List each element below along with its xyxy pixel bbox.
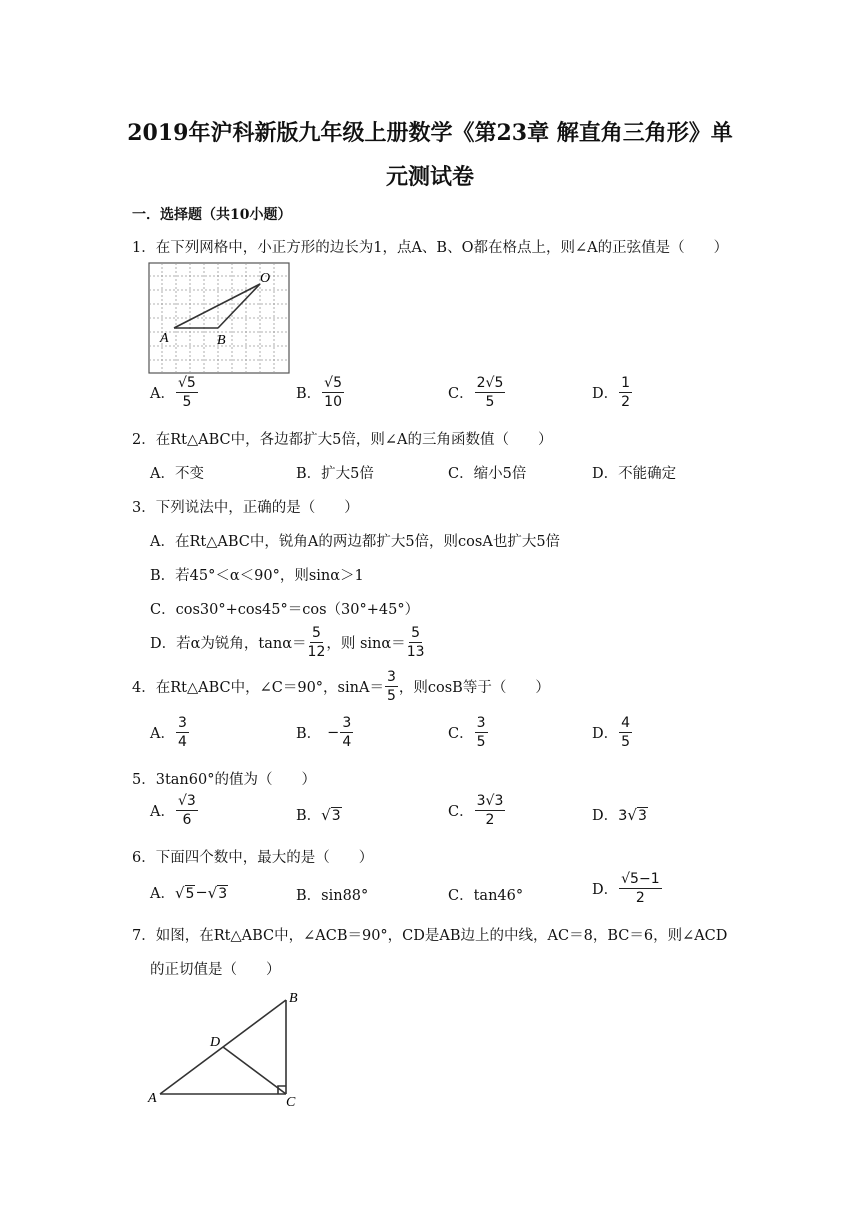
fraction: $\frac{2√5}{5}$ [476, 375, 504, 410]
doc-title-line2: 元测试卷 [385, 164, 474, 190]
q7-label-d: D [210, 1035, 221, 1050]
fraction: $\frac{√3}{6}$ [177, 793, 196, 828]
radical: 3 √ 3 [618, 805, 647, 824]
q3-stem: 3．下列说法中，正确的是（ ） [132, 500, 359, 516]
fraction: $\frac{3}{5}$ [386, 669, 396, 704]
q5-option-a[interactable]: A． $\frac{√3}{6}$ [150, 793, 196, 828]
q7-triangle-figure [146, 988, 310, 1110]
q2-stem: 2．在Rt△ABC中，各边都扩大5倍，则∠A的三角函数值（ ） [132, 432, 553, 448]
q7-stem-line1: 7．如图，在Rt△ABC中，∠ACB＝90°，CD是AB边上的中线，AC＝8，BC＝6，则∠ACD [132, 928, 728, 944]
fraction: $\frac{3√3}{2}$ [476, 793, 504, 828]
q5-option-d[interactable]: D． 3 √ 3 [592, 805, 647, 824]
q1-option-d[interactable]: D． $\frac{1}{2}$ [592, 375, 631, 410]
q2-option-b[interactable]: B．扩大5倍 [296, 466, 374, 482]
q6-option-a[interactable]: A． √ 5 − √ 3 [150, 883, 228, 902]
q5-option-c[interactable]: C． $\frac{3√3}{2}$ [448, 793, 504, 828]
q1-label-a: A [160, 331, 169, 346]
q2-option-c[interactable]: C．缩小5倍 [448, 466, 527, 482]
q5-option-b[interactable]: B． √ 3 [296, 805, 341, 824]
q2-option-d[interactable]: D．不能确定 [592, 466, 677, 482]
fraction: $\frac{√5-1}{2}$ [621, 871, 660, 906]
q6-option-c[interactable]: C．tan46° [448, 888, 524, 904]
q5-stem: 5．3tan60°的值为（ ） [132, 772, 316, 788]
q3-option-b[interactable]: B．若45°＜α＜90°，则sinα＞1 [150, 568, 364, 584]
q1-label-b: B [217, 333, 226, 348]
q7-stem-line2: 的正切值是（ ） [150, 962, 281, 978]
q1-label-o: O [260, 271, 271, 286]
q1-option-c[interactable]: C． $\frac{2√5}{5}$ [448, 375, 504, 410]
section-heading: 一．选择题（共10小题） [132, 207, 292, 223]
q1-grid-figure [148, 262, 290, 374]
q3-option-d[interactable]: D．若α为锐角，tanα＝ $\frac{5}{12}$ ，则 sinα＝ $\frac{5}{13}$ [150, 625, 425, 660]
fraction: $\frac{3}{4}$ [177, 715, 187, 750]
q4-stem: 4．在Rt△ABC中，∠C＝90°，sinA＝ $\frac{3}{5}$ ，则cosB等于（ ） [132, 669, 550, 704]
q7-label-b: B [289, 991, 298, 1006]
q6-option-d[interactable]: D． $\frac{√5-1}{2}$ [592, 871, 660, 906]
fraction: $\frac{√5}{10}$ [324, 375, 342, 410]
q1-option-b[interactable]: B． $\frac{√5}{10}$ [296, 375, 342, 410]
q3-option-a[interactable]: A．在Rt△ABC中，锐角A的两边都扩大5倍，则cosA也扩大5倍 [150, 534, 561, 550]
fraction: $\frac{3}{5}$ [476, 715, 486, 750]
q4-option-c[interactable]: C． $\frac{3}{5}$ [448, 715, 486, 750]
radical: √ 3 [207, 883, 228, 902]
fraction: $\frac{3}{4}$ [342, 715, 352, 750]
q4-option-a[interactable]: A． $\frac{3}{4}$ [150, 715, 187, 750]
q1-stem: 1．在下列网格中，小正方形的边长为1，点A、B、O都在格点上，则∠A的正弦值是（ ） [132, 240, 729, 256]
fraction: $\frac{5}{12}$ [307, 625, 326, 660]
q6-stem: 6．下面四个数中，最大的是（ ） [132, 850, 374, 866]
q6-option-b[interactable]: B．sin88° [296, 888, 369, 904]
fraction: $\frac{5}{13}$ [406, 625, 425, 660]
q7-label-c: C [286, 1095, 296, 1110]
q4-option-d[interactable]: D． $\frac{4}{5}$ [592, 715, 631, 750]
q7-label-a: A [148, 1091, 157, 1106]
radical: √ 3 [321, 805, 341, 824]
q3-option-c[interactable]: C．cos30°+cos45°＝cos（30°+45°） [150, 602, 420, 618]
radical: √ 5 [174, 883, 195, 902]
fraction: $\frac{1}{2}$ [621, 375, 631, 410]
fraction: $\frac{4}{5}$ [621, 715, 631, 750]
doc-title-line1: 2019年沪科新版九年级上册数学《第23章 解直角三角形》单 [127, 120, 733, 146]
fraction: $\frac{√5}{5}$ [177, 375, 196, 410]
q4-option-b[interactable]: B． − $\frac{3}{4}$ [296, 715, 352, 750]
q1-option-a[interactable]: A． $\frac{√5}{5}$ [150, 375, 196, 410]
q2-option-a[interactable]: A．不变 [150, 466, 204, 482]
